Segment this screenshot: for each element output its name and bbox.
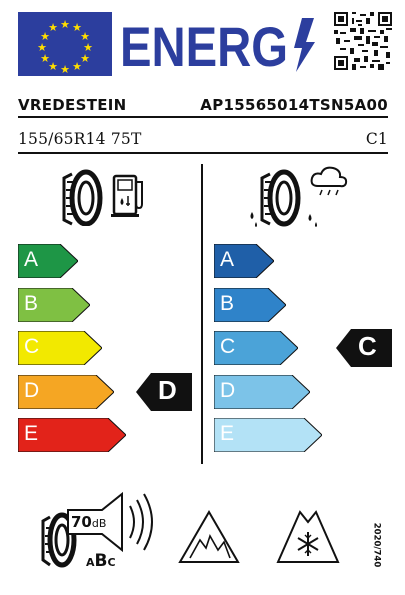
mountain-snowflake-icon [276, 508, 340, 564]
wet-class-e-arrow [214, 418, 322, 452]
wet-grip-rating: C [358, 331, 377, 361]
svg-text:★: ★ [40, 52, 50, 65]
tyre-class: C1 [365, 130, 388, 148]
fuel-efficiency-rating: D [158, 374, 177, 405]
qr-code-icon [334, 12, 392, 70]
svg-text:★: ★ [40, 30, 50, 43]
noise-unit: dB [91, 517, 107, 530]
energy-label-header [18, 12, 320, 76]
wet-class-letter: D [220, 378, 236, 402]
size-divider [18, 152, 388, 154]
svg-text:★: ★ [72, 21, 82, 34]
regulation-number [371, 518, 390, 578]
noise-class-c: C [107, 556, 116, 569]
energy-title-text: ENERG [120, 15, 288, 76]
noise-class-a: A [86, 556, 95, 569]
fuel-efficiency-rating-badge [136, 373, 192, 411]
wet-class-a-arrow [214, 244, 274, 278]
svg-text:★: ★ [48, 60, 58, 73]
wet-grip-rating-badge [336, 329, 392, 367]
svg-text:★: ★ [60, 63, 70, 76]
fuel-class-letter: A [24, 248, 39, 271]
tyre-size: 155/65R14 75T [18, 130, 142, 148]
fuel-class-letter: D [24, 378, 40, 402]
svg-text:★: ★ [80, 52, 90, 65]
wet-class-letter: E [220, 422, 235, 445]
svg-text:★: ★ [72, 60, 82, 73]
noise-class-b: B [94, 551, 108, 571]
svg-text:★: ★ [60, 18, 70, 31]
wet-class-letter: C [220, 335, 236, 358]
tyre-fuel-pump-icon [58, 164, 150, 226]
noise-class-scale [86, 551, 116, 571]
noise-value [71, 513, 106, 531]
wet-class-letter: B [220, 291, 235, 315]
model-identifier: AP15565014TSN5A00 [200, 96, 388, 114]
svg-text:★: ★ [37, 41, 47, 54]
wet-class-d-arrow [214, 375, 310, 409]
svg-text:★: ★ [48, 21, 58, 34]
fuel-class-letter: C [24, 335, 40, 358]
wet-class-letter: A [220, 248, 235, 271]
lightning-bolt-icon [294, 18, 315, 72]
fuel-class-d-arrow [18, 375, 114, 409]
svg-text:★: ★ [80, 30, 90, 43]
tyre-rain-cloud-icon [246, 164, 356, 230]
three-peak-mountain-icon [178, 510, 240, 564]
fuel-class-b-arrow [18, 288, 90, 322]
fuel-class-e-arrow [18, 418, 126, 452]
fuel-class-letter: B [24, 291, 39, 315]
energy-title [116, 12, 320, 76]
regulation-text: 2020/740 [371, 522, 382, 568]
scale-divider [201, 164, 203, 464]
eu-flag-icon [18, 12, 112, 76]
noise-db-value: 70 [71, 513, 92, 531]
fuel-class-c-arrow [18, 331, 102, 365]
wet-class-b-arrow [214, 288, 286, 322]
header-divider [18, 116, 388, 118]
wet-class-c-arrow [214, 331, 298, 365]
supplier-name: VREDESTEIN [18, 96, 127, 114]
fuel-class-letter: E [24, 422, 39, 445]
fuel-class-a-arrow [18, 244, 78, 278]
svg-text:★: ★ [83, 41, 93, 54]
